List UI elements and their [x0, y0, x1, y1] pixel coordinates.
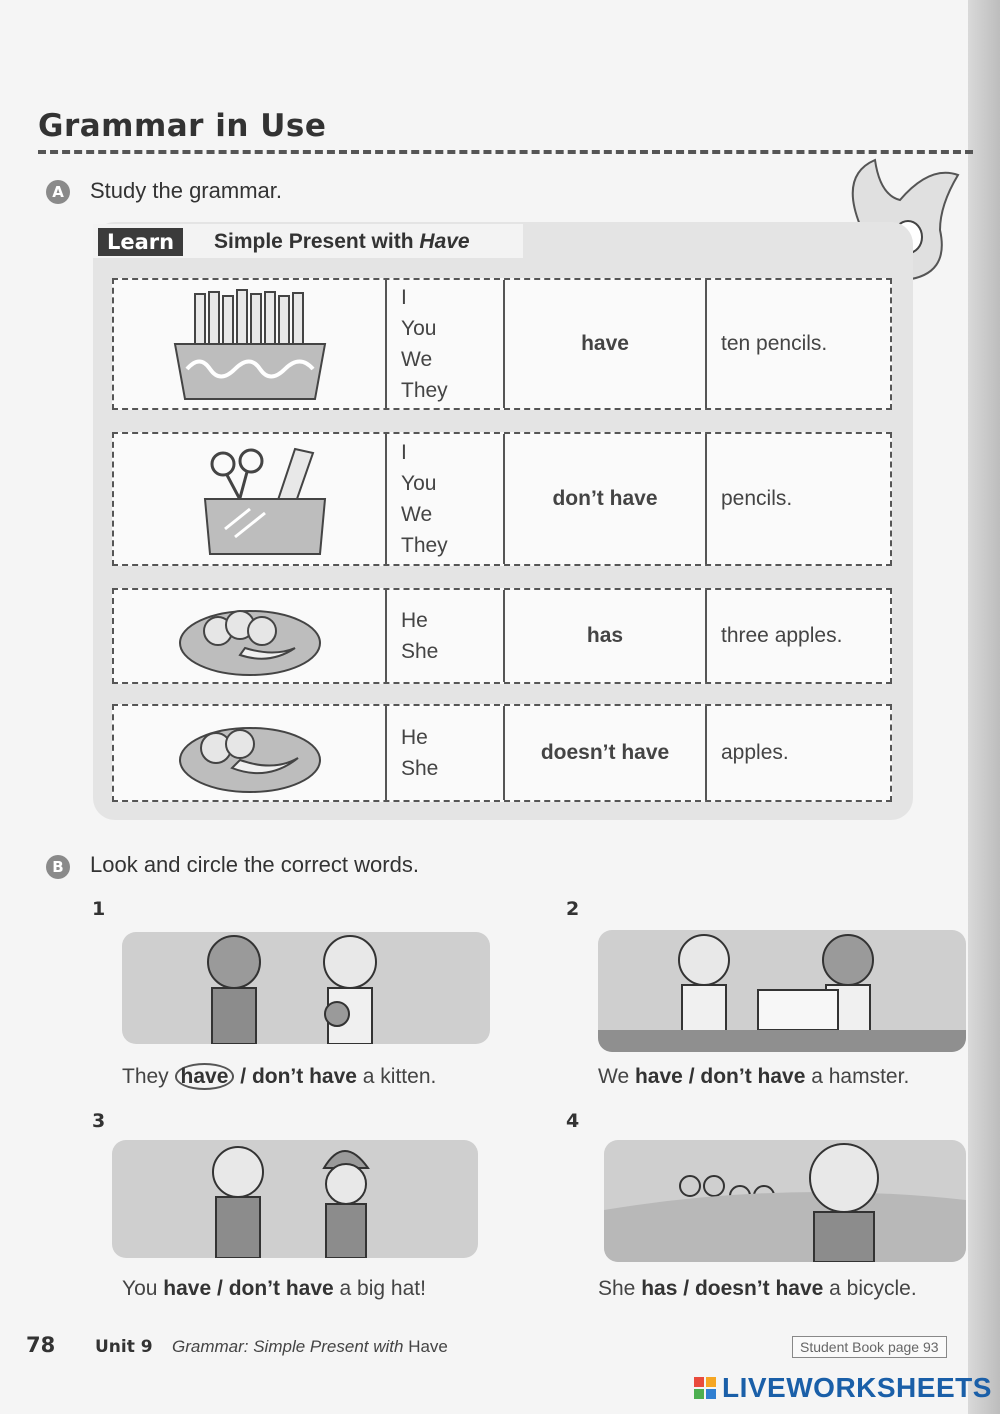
- option-separator: /: [240, 1065, 247, 1088]
- exercise-number: 2: [566, 898, 580, 920]
- option-separator: /: [688, 1065, 695, 1088]
- answer-option[interactable]: have: [163, 1277, 212, 1300]
- answer-option[interactable]: don’t have: [228, 1277, 334, 1300]
- answer-option[interactable]: don’t have: [251, 1065, 357, 1088]
- unit-label: Unit 9: [95, 1337, 153, 1357]
- exercise-number: 3: [92, 1110, 106, 1132]
- answer-option[interactable]: doesn’t have: [694, 1277, 824, 1300]
- title-divider: [38, 150, 973, 154]
- student-book-reference: Student Book page 93: [792, 1336, 947, 1358]
- grammar-row: [112, 278, 892, 410]
- answer-option[interactable]: have: [175, 1063, 235, 1090]
- exercise-number: 4: [566, 1110, 580, 1132]
- answer-option[interactable]: have: [634, 1065, 683, 1088]
- section-a-badge: A: [46, 180, 70, 204]
- exercise-rest: a hamster.: [811, 1065, 910, 1088]
- grammar-verb-cell: has: [505, 590, 707, 682]
- subject-text: She: [401, 757, 439, 780]
- exercise-rest: a bicycle.: [829, 1277, 917, 1300]
- footer-desc-italic: Grammar: Simple Present with: [172, 1337, 404, 1356]
- pencil-cup-icon: [155, 284, 345, 404]
- subject-text: You: [401, 317, 437, 340]
- subject-text: They: [401, 379, 448, 402]
- exercise-picture: [604, 1140, 966, 1262]
- subject-text: They: [401, 534, 448, 557]
- learn-title-text: Simple Present with: [214, 230, 414, 253]
- page-edge-shadow: [968, 0, 1000, 1414]
- section-b-badge: B: [46, 855, 70, 879]
- fruit-bowl-no-apples-icon: [170, 710, 330, 796]
- grammar-picture-cell: [114, 590, 387, 682]
- exercise-sentence: [598, 1277, 917, 1301]
- grammar-subject-cell: [387, 280, 505, 408]
- subject-text: I: [401, 441, 407, 464]
- section-b-instruction: Look and circle the correct words.: [90, 852, 419, 877]
- two-boys-with-kitten-icon: [122, 932, 490, 1044]
- answer-option[interactable]: has: [641, 1277, 678, 1300]
- boy-and-girl-with-hat-icon: [112, 1140, 478, 1258]
- exercise-subject: They: [122, 1065, 169, 1088]
- learn-title: [214, 228, 470, 256]
- exercise-sentence: [122, 1277, 426, 1301]
- grammar-verb-cell: doesn’t have: [505, 706, 707, 800]
- footer-desc-plain: Have: [408, 1337, 448, 1356]
- grammar-object-cell: ten pencils.: [721, 332, 828, 355]
- exercise-rest: a big hat!: [339, 1277, 426, 1300]
- scissors-ruler-cup-icon: [155, 439, 345, 559]
- page-number: 78: [26, 1333, 56, 1357]
- grammar-verb-cell: don’t have: [505, 434, 707, 564]
- exercise-subject: We: [598, 1065, 630, 1088]
- grammar-object-cell: three apples.: [721, 624, 843, 647]
- section-a-instruction: Study the grammar.: [90, 178, 282, 203]
- girl-and-bicycles-icon: [604, 1140, 966, 1262]
- brand-text: LIVEWORKSHEETS: [722, 1372, 992, 1403]
- exercise-picture: [122, 932, 490, 1044]
- page-title: Grammar in Use: [38, 108, 327, 144]
- subject-text: He: [401, 726, 428, 749]
- option-separator: /: [217, 1277, 223, 1300]
- grammar-row: [112, 704, 892, 802]
- footer-description: [172, 1337, 448, 1357]
- grammar-object-cell: apples.: [721, 741, 789, 764]
- grammar-object-cell: pencils.: [721, 487, 793, 510]
- grammar-picture-cell: [114, 706, 387, 800]
- fruit-bowl-apples-icon: [170, 593, 330, 679]
- exercise-picture: [598, 930, 966, 1052]
- exercise-sentence: [122, 1065, 436, 1089]
- grammar-subject-cell: [387, 434, 505, 564]
- answer-option[interactable]: don’t have: [700, 1065, 806, 1088]
- grammar-row: [112, 432, 892, 566]
- learn-title-italic: Have: [419, 230, 470, 253]
- exercise-number: 1: [92, 898, 106, 920]
- exercise-subject: You: [122, 1277, 158, 1300]
- grammar-subject-cell: [387, 706, 505, 800]
- subject-text: I: [401, 286, 407, 309]
- subject-text: You: [401, 472, 437, 495]
- grammar-row: [112, 588, 892, 684]
- exercise-sentence: [598, 1065, 909, 1089]
- subject-text: He: [401, 609, 428, 632]
- exercise-subject: She: [598, 1277, 636, 1300]
- exercise-picture: [112, 1140, 478, 1258]
- grammar-picture-cell: [114, 434, 387, 564]
- subject-text: We: [401, 503, 433, 526]
- option-separator: /: [683, 1277, 690, 1300]
- exercise-rest: a kitten.: [362, 1065, 437, 1088]
- liveworksheets-logo: [694, 1372, 992, 1404]
- subject-text: She: [401, 640, 439, 663]
- two-girls-with-hamster-cage-icon: [598, 930, 966, 1052]
- learn-label: Learn: [98, 228, 183, 256]
- grammar-verb-cell: have: [505, 280, 707, 408]
- grammar-picture-cell: [114, 280, 387, 408]
- subject-text: We: [401, 348, 433, 371]
- logo-grid-icon: [694, 1377, 716, 1399]
- grammar-subject-cell: [387, 590, 505, 682]
